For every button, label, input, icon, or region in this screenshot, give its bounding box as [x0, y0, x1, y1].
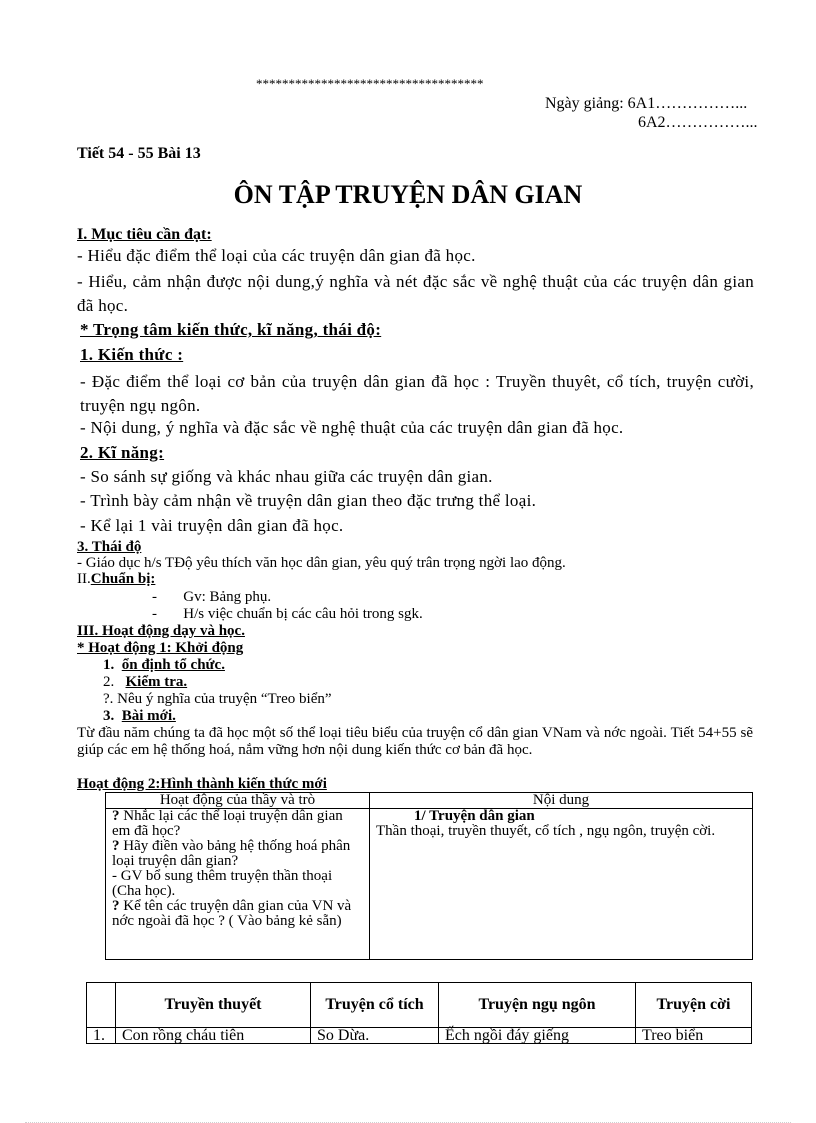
objective-line: - Hiểu đặc điểm thể loại của các truyện dân gian đã học. [77, 246, 476, 265]
review-question: ?. Nêu ý nghĩa của truyện “Treo biển” [103, 691, 332, 707]
skill-item: - Kể lại 1 vài truyện dân gian đã học. [80, 516, 344, 535]
content-cell [370, 809, 753, 960]
table-cell: Treo biển [636, 1028, 752, 1044]
focus-heading: * Trọng tâm kiến thức, kĩ năng, thái độ: [80, 320, 382, 339]
column-header: Truyện cổ tích [311, 983, 439, 1028]
question-text: Hãy điền vào bảng hệ thống hoá phân loại truyện dân gian? [112, 838, 351, 869]
column-header: Nội dung [370, 793, 753, 809]
question-item [112, 809, 363, 839]
step-number: 1. [103, 657, 115, 673]
question-text: Kể tên các truyện dân gian của VN và nớc ngoài đã học ? ( Vào bảng kẻ sẵn) [112, 898, 352, 929]
knowledge-item: - Đặc điểm thể loại cơ bản của truyện dân gian đã học : Truyền thuyêt, cổ tích, truyện cười, truyện ngụ ngôn. [80, 372, 754, 415]
step-item [103, 708, 176, 725]
column-header [87, 983, 116, 1028]
activity1-heading: * Hoạt động 1: Khởi động [77, 640, 244, 656]
preparation-text: Gv: Bảng phụ. [183, 589, 272, 605]
column-header: Truyện cời [636, 983, 752, 1028]
question-text: Nhắc lại các thể loại truyện dân gian em đã học? [112, 808, 343, 839]
knowledge-heading: 1. Kiến thức : [80, 345, 184, 364]
lesson-number: Tiết 54 - 55 Bài 13 [77, 145, 201, 162]
column-header: Hoạt động của thầy và trò [106, 793, 370, 809]
section-number: II. [77, 571, 91, 587]
step-label: Bài mới. [121, 708, 176, 724]
table-cell: Ếch ngồi đáy giếng [439, 1028, 636, 1044]
preparation-text: H/s việc chuẩn bị các câu hỏi trong sgk. [183, 606, 423, 622]
skill-item: - Trình bày cảm nhận về truyện dân gian theo đặc trưng thể loại. [80, 491, 537, 510]
teaching-date-6a2: 6A2……………... [638, 114, 758, 131]
preparation-label: Chuẩn bị: [90, 571, 156, 587]
step-label: ổn định tổ chức. [121, 657, 225, 673]
genre-table [86, 982, 752, 1044]
step-item [103, 674, 187, 691]
teacher-student-cell [106, 809, 370, 960]
objectives-heading: I. Mục tiêu cần đạt: [77, 226, 212, 243]
content-heading: 1/ Truyện dân gian [414, 808, 535, 824]
question-item: - GV bổ sung thêm truyện thần thoại (Cha học). [112, 868, 333, 899]
page-title: ÔN TẬP TRUYỆN DÂN GIAN [233, 180, 583, 209]
column-header: Truyện ngụ ngôn [439, 983, 636, 1028]
step-label: Kiểm tra. [125, 674, 188, 690]
table-cell: Con rồng cháu tiên [116, 1028, 311, 1044]
attitude-item: - Giáo dục h/s TĐộ yêu thích văn học dân gian, yêu quý trân trọng ngời lao động. [77, 555, 566, 571]
knowledge-item: - Nội dung, ý nghĩa và đặc sắc về nghệ thuật của các truyện dân gian đã học. [80, 418, 624, 437]
attitude-heading: 3. Thái độ [77, 539, 142, 555]
activity2-heading: Hoạt động 2:Hình thành kiến thức mới [77, 776, 327, 792]
preparation-item: - H/s việc chuẩn bị các câu hỏi trong sgk. [152, 606, 423, 622]
step-item [103, 657, 225, 674]
table-cell: 1. [87, 1028, 116, 1044]
table-cell: So Dừa. [311, 1028, 439, 1044]
question-mark: ? [112, 838, 120, 854]
skill-item: - So sánh sự giống và khác nhau giữa các truyện dân gian. [80, 467, 493, 486]
activity-table [105, 792, 753, 960]
question-item [112, 839, 363, 869]
column-header: Truyền thuyết [116, 983, 311, 1028]
intro-paragraph: Từ đầu năm chúng ta đã học một số thể loại tiêu biểu của truyện cổ dân gian VNam và nớc ngoài. Tiết 54+55 sẽ giúp các em hệ thống hoá, nắm vững hơn nội dung kiến thức cơ bản đã học. [77, 725, 753, 758]
content-text: Thần thoại, truyền thuyết, cổ tích , ngụ ngôn, truyện cời. [376, 823, 716, 839]
question-mark: ? [112, 898, 120, 914]
preparation-heading [77, 571, 155, 588]
objective-line: - Hiểu, cảm nhận được nội dung,ý nghĩa và nét đặc sắc về nghệ thuật của các truyện dân gian đã học. [77, 272, 754, 315]
question-mark: ? [112, 808, 120, 824]
question-item [112, 899, 363, 929]
preparation-item: - Gv: Bảng phụ. [152, 589, 272, 605]
skills-heading: 2. Kĩ năng: [80, 443, 165, 462]
teaching-date-6a1: Ngày giảng: 6A1……………... [545, 95, 748, 112]
activities-heading: III. Hoạt động dạy và học. [77, 623, 245, 639]
step-number: 2. [103, 674, 115, 690]
step-number: 3. [103, 708, 115, 724]
decorative-stars: *********************************** [256, 76, 484, 91]
